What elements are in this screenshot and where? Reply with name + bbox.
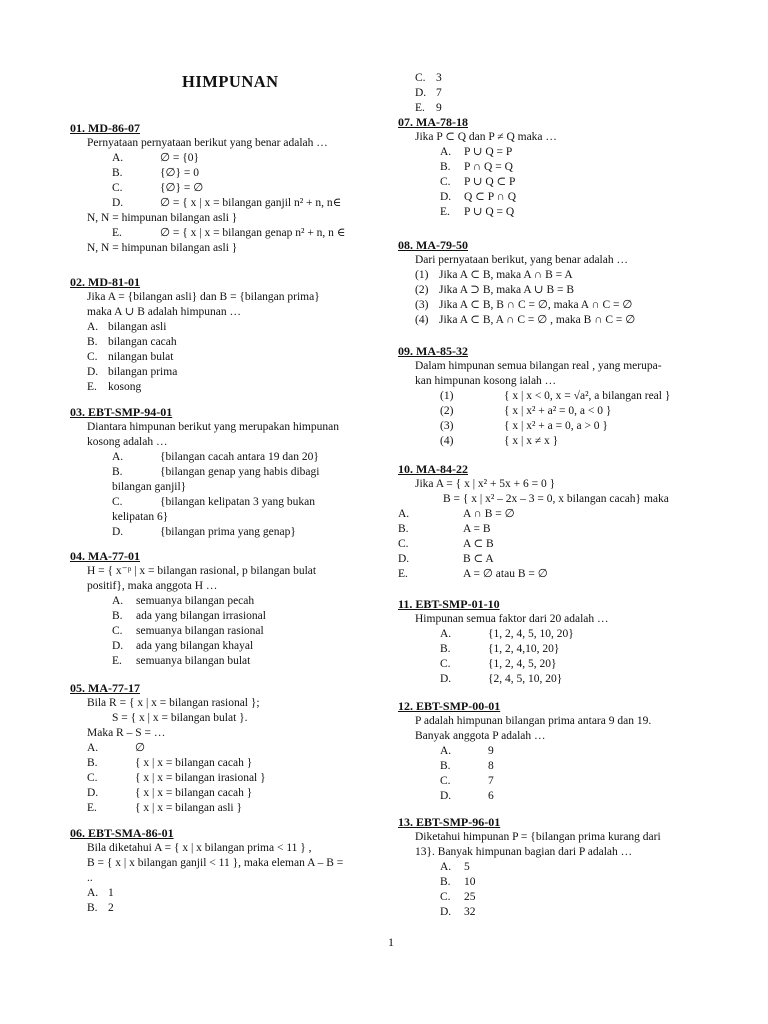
- question-stem: ..: [87, 872, 93, 884]
- option-4: (4) Jika A ⊂ B, A ∩ C = ∅ , maka B ∩ C = ∅: [415, 314, 636, 326]
- option-d: D. 6: [440, 790, 494, 802]
- option-d: D. ∅ = { x | x = bilangan ganjil n² + n, n∈: [112, 197, 342, 209]
- option-1: (1) Jika A ⊂ B, maka A ∩ B = A: [415, 269, 573, 281]
- option-b-cont: bilangan ganjil}: [112, 481, 187, 493]
- option-e-cont: N, N = himpunan bilangan asli }: [87, 242, 238, 254]
- option-c: C. P ∪ Q ⊂ P: [440, 176, 516, 188]
- question-03: [70, 405, 370, 540]
- question-stem: H = { x⁻ᵖ | x = bilangan rasional, p bilangan bulat: [87, 565, 317, 577]
- question-number: 11. EBT-SMP-01-10: [398, 597, 500, 611]
- question-number: 07. MA-78-18: [398, 115, 468, 129]
- question-stem: kan himpunan kosong ialah …: [415, 375, 557, 387]
- question-stem: Diantara himpunan berikut yang merupakan himpunan: [87, 421, 339, 433]
- question-stem: kosong adalah …: [87, 436, 168, 448]
- question-number: 08. MA-79-50: [398, 238, 468, 252]
- question-06: [70, 826, 370, 916]
- option-c: C. 3: [415, 72, 442, 84]
- question-stem: Dalam himpunan semua bilangan real , yang merupa-: [415, 360, 662, 372]
- question-07: [398, 115, 698, 220]
- question-stem: S = { x | x = bilangan bulat }.: [112, 712, 248, 724]
- question-number: 10. MA-84-22: [398, 462, 468, 476]
- question-01: [70, 121, 370, 256]
- option-a: A. ∅: [87, 742, 146, 754]
- option-b: B. { x | x = bilangan cacah }: [87, 757, 253, 769]
- question-number: 13. EBT-SMP-96-01: [398, 815, 501, 829]
- question-11: [398, 597, 698, 687]
- option-1: (1) { x | x < 0, x = √a², a bilangan real }: [440, 390, 671, 402]
- option-a: A. {1, 2, 4, 5, 10, 20}: [440, 628, 574, 640]
- question-number: 06. EBT-SMA-86-01: [70, 826, 174, 840]
- option-d: D. B ⊂ A: [398, 553, 494, 565]
- question-number: 02. MD-81-01: [70, 275, 140, 289]
- question-09: [398, 344, 698, 449]
- option-b: B. A = B: [398, 523, 491, 535]
- question-04: [70, 549, 370, 669]
- option-c: C. semuanya bilangan rasional: [112, 625, 264, 637]
- option-a: A. 1: [87, 887, 114, 899]
- option-b: B. 8: [440, 760, 494, 772]
- option-c-cont: kelipatan 6}: [112, 511, 169, 523]
- option-d: D. { x | x = bilangan cacah }: [87, 787, 253, 799]
- question-stem: Bila diketahui A = { x | x bilangan prima < 11 } ,: [87, 842, 312, 854]
- option-c: C. {1, 2, 4, 5, 20}: [440, 658, 557, 670]
- question-stem: Maka R – S = …: [87, 727, 166, 739]
- option-3: (3) { x | x² + a = 0, a > 0 }: [440, 420, 608, 432]
- question-number: 04. MA-77-01: [70, 549, 140, 563]
- option-e: E. semuanya bilangan bulat: [112, 655, 251, 667]
- option-b: B. bilangan cacah: [87, 336, 177, 348]
- option-c: C. { x | x = bilangan irasional }: [87, 772, 266, 784]
- question-stem: Pernyataan pernyataan berikut yang benar adalah …: [87, 137, 328, 149]
- option-e: E. ∅ = { x | x = bilangan genap n² + n, n ∈: [112, 227, 346, 239]
- option-d: D. ada yang bilangan khayal: [112, 640, 254, 652]
- option-3: (3) Jika A ⊂ B, B ∩ C = ∅, maka A ∩ C = ∅: [415, 299, 633, 311]
- option-2: (2) Jika A ⊃ B, maka A ∪ B = B: [415, 284, 575, 296]
- option-a: A. A ∩ B = ∅: [398, 508, 515, 520]
- question-12: [398, 699, 698, 804]
- question-06-cont: [398, 71, 698, 116]
- option-2: (2) { x | x² + a² = 0, a < 0 }: [440, 405, 612, 417]
- option-a: A. semuanya bilangan pecah: [112, 595, 255, 607]
- option-a: A. {bilangan cacah antara 19 dan 20}: [112, 451, 319, 463]
- question-05: [70, 681, 370, 816]
- question-stem: 13}. Banyak himpunan bagian dari P adalah …: [415, 846, 633, 858]
- option-c: C. 25: [440, 891, 476, 903]
- question-stem: B = { x | x² – 2x – 3 = 0, x bilangan cacah} maka: [443, 493, 669, 505]
- question-stem: Bila R = { x | x = bilangan rasional };: [87, 697, 260, 709]
- question-stem: Jika P ⊂ Q dan P ≠ Q maka …: [415, 131, 557, 143]
- option-b: B. 2: [87, 902, 114, 914]
- page-number: 1: [388, 935, 394, 949]
- option-b: B. {bilangan genap yang habis dibagi: [112, 466, 320, 478]
- option-a: A. 9: [440, 745, 494, 757]
- option-d: D. {2, 4, 5, 10, 20}: [440, 673, 563, 685]
- question-08: [398, 238, 698, 328]
- option-a: A. ∅ = {0}: [112, 152, 200, 164]
- option-d: D. 32: [440, 906, 476, 918]
- option-b: B. {∅} = 0: [112, 167, 200, 179]
- option-b: B. ada yang bilangan irrasional: [112, 610, 266, 622]
- option-d: D. {bilangan prima yang genap}: [112, 526, 296, 538]
- page-title: HIMPUNAN: [182, 72, 279, 91]
- option-c: C. {bilangan kelipatan 3 yang bukan: [112, 496, 315, 508]
- question-stem: maka A ∪ B adalah himpunan …: [87, 306, 241, 318]
- option-a: A. bilangan asli: [87, 321, 167, 333]
- option-e: E. { x | x = bilangan asli }: [87, 802, 243, 814]
- question-10: [398, 462, 698, 582]
- question-number: 05. MA-77-17: [70, 681, 140, 695]
- option-e: E. kosong: [87, 381, 142, 393]
- question-stem: Dari pernyataan berikut, yang benar adalah …: [415, 254, 628, 266]
- option-a: A. 5: [440, 861, 470, 873]
- question-13: [398, 815, 698, 920]
- question-stem: P adalah himpunan bilangan prima antara 9 dan 19.: [415, 715, 652, 727]
- option-c: C. nilangan bulat: [87, 351, 174, 363]
- question-stem: Jika A = { x | x² + 5x + 6 = 0 }: [415, 478, 556, 490]
- option-e: E. 9: [415, 102, 442, 114]
- option-d-cont: N, N = himpunan bilangan asli }: [87, 212, 238, 224]
- question-number: 12. EBT-SMP-00-01: [398, 699, 501, 713]
- question-number: 09. MA-85-32: [398, 344, 468, 358]
- question-stem: Banyak anggota P adalah …: [415, 730, 546, 742]
- question-stem: Diketahui himpunan P = {bilangan prima kurang dari: [415, 831, 661, 843]
- option-c: C. A ⊂ B: [398, 538, 494, 550]
- option-a: A. P ∪ Q = P: [440, 146, 513, 158]
- option-c: C. {∅} = ∅: [112, 182, 204, 194]
- option-c: C. 7: [440, 775, 494, 787]
- question-stem: positif}, maka anggota H …: [87, 580, 218, 592]
- option-b: B. 10: [440, 876, 476, 888]
- option-b: B. P ∩ Q = Q: [440, 161, 513, 173]
- option-e: E. P ∪ Q = Q: [440, 206, 515, 218]
- option-d: D. 7: [415, 87, 442, 99]
- question-stem: Himpunan semua faktor dari 20 adalah …: [415, 613, 609, 625]
- question-number: 01. MD-86-07: [70, 121, 140, 135]
- question-number: 03. EBT-SMP-94-01: [70, 405, 173, 419]
- option-d: D. Q ⊂ P ∩ Q: [440, 191, 517, 203]
- question-02: [70, 275, 370, 395]
- option-d: D. bilangan prima: [87, 366, 178, 378]
- question-stem: B = { x | x bilangan ganjil < 11 }, maka eleman A – B =: [87, 857, 344, 869]
- option-4: (4) { x | x ≠ x }: [440, 435, 559, 447]
- option-e: E. A = ∅ atau B = ∅: [398, 568, 548, 580]
- option-b: B. {1, 2, 4,10, 20}: [440, 643, 560, 655]
- question-stem: Jika A = {bilangan asli} dan B = {bilangan prima}: [87, 291, 320, 303]
